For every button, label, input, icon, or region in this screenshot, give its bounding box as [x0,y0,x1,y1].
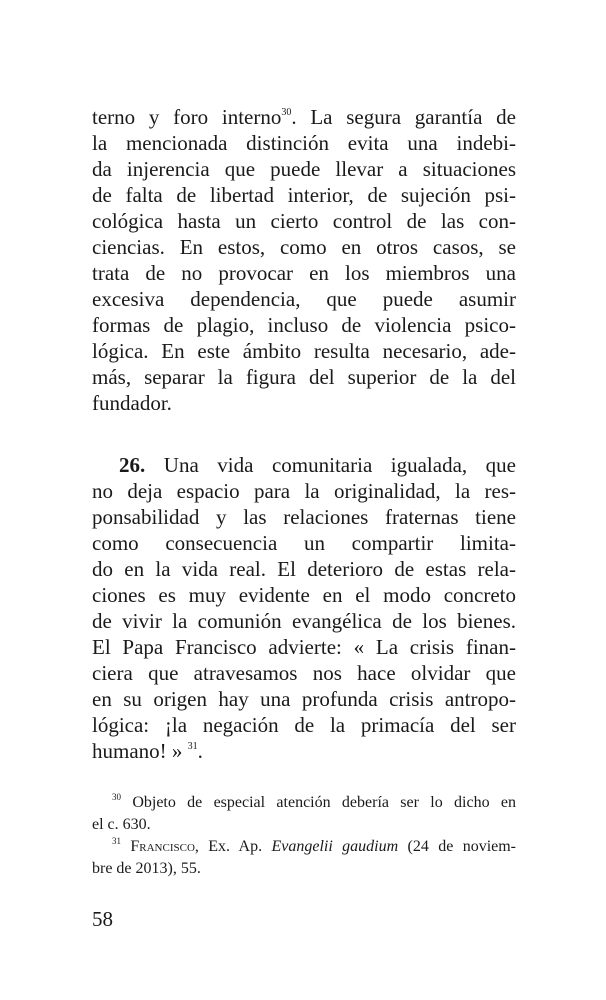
text-line: formas de plagio, incluso de violencia psico- [92,313,516,337]
text-line: terno y foro interno$^{30}$. La segura garantía de [92,105,516,129]
footnote-ref-31[interactable]: 31 [187,741,198,752]
text-line: humano! » $^{31}$. [92,739,203,763]
footnote-ref-30[interactable]: 30 [281,107,292,118]
text-line: El Papa Francisco advierte: « La crisis finan- [92,635,516,659]
text-line: do en la vida real. El deterioro de estas rela- [92,557,516,581]
text-line: como consecuencia un compartir limita- [92,531,516,555]
footnote-line: bre de 2013), 55. [92,860,201,877]
text-line: ciones es muy evidente en el modo concreto [92,583,516,607]
footnote-mark: 30 [112,792,121,802]
text-line: no deja espacio para la originalidad, la res- [92,479,516,503]
footnote-30: $^{30}$ Objeto de especial atención debería ser lo dicho en [112,792,516,811]
text-line: en su origen hay una profunda crisis antropo- [92,687,516,711]
text-line: ciencias. En estos, como en otros casos, se [92,235,516,259]
page-number: 58 [92,907,113,931]
text-line: ciera que atravesamos nos hace olvidar que [92,661,516,685]
footnote-line: el c. 630. [92,816,151,833]
text-line: lógica: ¡la negación de la primacía del ser [92,713,516,737]
footnote-mark: 31 [112,836,121,846]
text-line: 26. Una vida comunitaria igualada, que [119,453,517,477]
text-line: da injerencia que puede llevar a situaciones [92,157,516,181]
text-line: ponsabilidad y las relaciones fraternas tiene [92,505,516,529]
text-line: más, separar la figura del superior de la del [92,365,516,389]
text-line: de falta de libertad interior, de sujeción psi- [92,183,516,207]
work-title: Evangelii gaudium [271,838,399,855]
footnote-31: $^{31}$ Francisco, Ex. Ap. Evangelii gaudium (24 de noviem- [112,836,517,855]
text-line: cológica hasta un cierto control de las con- [92,209,516,233]
text-line: excesiva dependencia, que puede asumir [92,287,516,311]
text-line: trata de no provocar en los miembros una [92,261,516,285]
text-line: la mencionada distinción evita una indebi- [92,131,516,155]
text-line: de vivir la comunión evangélica de los bienes. [92,609,516,633]
author-name: Francisco [130,838,195,855]
text-line: lógica. En este ámbito resulta necesario, ade- [92,339,516,363]
paragraph-number: 26. [119,453,146,477]
text-line: fundador. [92,391,172,415]
